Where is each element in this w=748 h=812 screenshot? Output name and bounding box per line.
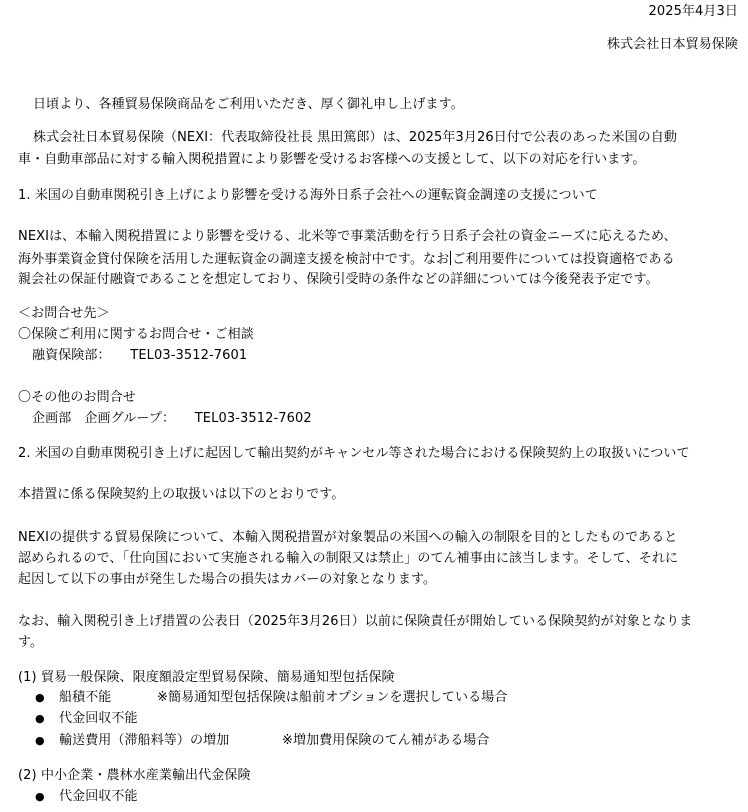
contact2-title: 〇その他のお問合せ bbox=[18, 390, 136, 405]
intro-line-1: 株式会社日本貿易保険（NEXI：代表取締役社長 黒田篤郎）は、2025年3月26日付で公表のあった米国の自動 bbox=[33, 130, 677, 145]
section1-body-line-2: 海外事業資金貸付保険を活用した運転資金の調達支援を検討中です。なお ご利用要件については投資適格である bbox=[18, 252, 675, 267]
group1-item-note: ※増加費用保険のてん補がある場合 bbox=[282, 733, 490, 748]
contact1-title: 〇保険ご利用に関するお問合せ・ご相談 bbox=[18, 327, 254, 342]
section2-heading: 2. 米国の自動車関税引き上げに起因して輸出契約がキャンセル等された場合における保険契約上の取扱いについて bbox=[18, 446, 690, 461]
section1-heading: 1. 米国の自動車関税引き上げにより影響を受ける海外日系子会社への運転資金調達の支援について bbox=[18, 188, 598, 203]
section2-lead: 本措置に係る保険契約上の取扱いは以下のとおりです。 bbox=[18, 487, 345, 502]
intro-line-2: 車・自動車部品に対する輸入関税措置により影響を受けるお客様への支援として、以下の対応を行います。 bbox=[18, 152, 646, 167]
group1-item-label: 船積不能 bbox=[59, 690, 112, 705]
greeting: 日頃より、各種貿易保険商品をご利用いただき、厚く御礼申し上げます。 bbox=[33, 97, 464, 112]
group1-item-label: 代金回収不能 bbox=[59, 711, 138, 726]
bullet-icon: ● bbox=[35, 790, 45, 803]
section2-para2-line-2: す。 bbox=[18, 635, 44, 650]
document-date: 2025年4月3日 bbox=[648, 4, 738, 19]
bullet-icon: ● bbox=[35, 712, 45, 725]
section1-body-line-1: NEXIは、本輸入関税措置により影響を受ける、北米等で事業活動を行う日系子会社の資金ニーズに応えるため、 bbox=[18, 229, 677, 244]
group2-item-label: 代金回収不能 bbox=[59, 789, 138, 804]
bullet-icon: ● bbox=[35, 734, 45, 747]
group1-item-label: 輸送費用（滞船料等）の増加 bbox=[59, 733, 230, 748]
contact-heading: ＜お問合せ先＞ bbox=[18, 306, 110, 321]
section2-para2-line-1: なお、輸入関税引き上げ措置の公表日（2025年3月26日）以前に保険責任が開始している保険契約が対象となりま bbox=[18, 614, 693, 629]
contact2-detail: 企画部 企画グループ： TEL03-3512-7602 bbox=[32, 411, 312, 426]
contact1-detail: 融資保険部： TEL03-3512-7601 bbox=[32, 348, 248, 363]
issuer-name: 株式会社日本貿易保険 bbox=[606, 37, 738, 52]
section1-body-line-3: 親会社の保証付融資であることを想定しており、保険引受時の条件などの詳細については今後発表予定です。 bbox=[18, 272, 659, 287]
section2-para1-line-2: 認められるので、「仕向国において実施される輸入の制限又は禁止」のてん補事由に該当します。そして、それに bbox=[18, 551, 679, 566]
section2-para1-line-3: 起因して以下の事由が発生した場合の損失はカバーの対象となります。 bbox=[18, 572, 437, 587]
group1-title: (1) 貿易一般保険、限度額設定型貿易保険、簡易通知型包括保険 bbox=[18, 670, 395, 685]
group2-title: (2) 中小企業・農林水産業輸出代金保険 bbox=[18, 768, 251, 783]
section2-para1-line-1: NEXIの提供する貿易保険について、本輸入関税措置が対象製品の米国への輸入の制限を目的としたものであると bbox=[18, 530, 678, 545]
group1-item-note: ※簡易通知型包括保険は船前オプションを選択している場合 bbox=[157, 690, 508, 705]
bullet-icon: ● bbox=[35, 691, 45, 704]
